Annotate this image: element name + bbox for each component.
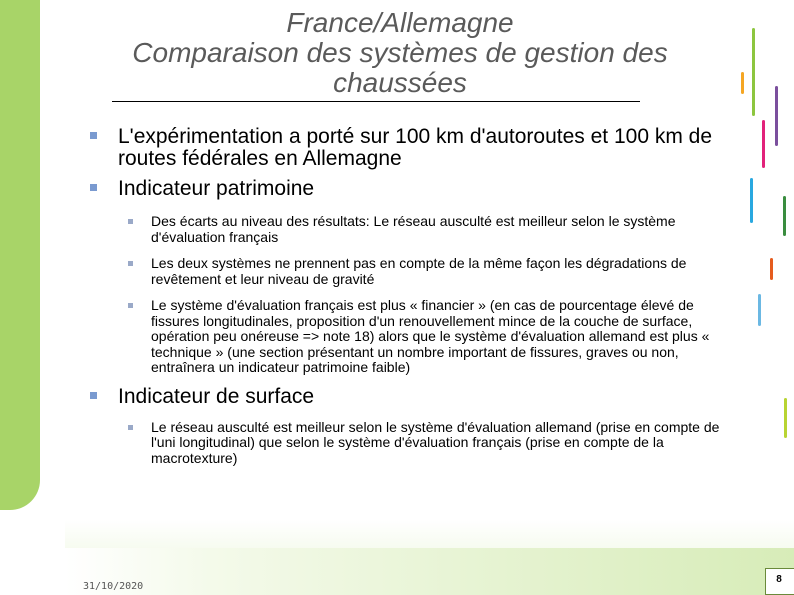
bottom-decorative-band [65, 548, 794, 595]
bullet-indicateur-patrimoine [88, 178, 738, 200]
sub-bullet-text: Le réseau ausculté est meilleur selon le système d'évaluation allemand (prise en compte de l'uni longitudinal) que selon le système d'évaluation français (prise en compte de la macrotexture) [151, 418, 720, 466]
bullet-text: Indicateur de surface [118, 384, 315, 408]
decorative-stripe [770, 258, 773, 280]
title-line-2: Comparaison des systèmes de gestion des [132, 37, 668, 68]
decorative-stripe [762, 120, 765, 168]
bullet-text: L'expérimentation a porté sur 100 km d'autoroutes et 100 km de routes fédérales en Allemagne [118, 125, 713, 170]
sub-bullet-ecarts [88, 214, 738, 245]
decorative-stripe [750, 178, 753, 223]
left-decorative-band [0, 0, 40, 510]
sub-bullet-reseau-surface [88, 420, 738, 467]
bullet-marker [90, 184, 97, 191]
sub-bullet-text: Le système d'évaluation français est plus « financier » (en cas de pourcentage élevé de fissures longitudinales, proposition d'un renouvellement mince de la couche de surface, opération peu onéreuse => note 18) alors que le système d'évaluation allemand est plus « technique » (une section présentant un nombre important de fissures, graves ou non, entraînera un indicateur patrimoine faible) [151, 297, 710, 375]
bottom-fade [65, 520, 794, 550]
decorative-stripe [775, 86, 778, 146]
decorative-stripe [784, 398, 787, 438]
title-line-1: France/Allemagne [286, 7, 514, 38]
decorative-stripe [752, 28, 755, 116]
sub-bullet-marker [128, 261, 133, 266]
slide-title [60, 8, 740, 98]
sub-bullet-marker [128, 219, 133, 224]
sub-bullet-text: Des écarts au niveau des résultats: Le réseau ausculté est meilleur selon le système d'évaluation français [151, 213, 676, 245]
bullet-marker [90, 392, 97, 399]
title-underline [112, 101, 640, 102]
page-number: 8 [776, 574, 782, 585]
sub-bullet-marker [128, 425, 133, 430]
bullet-experimentation [88, 126, 738, 170]
sub-bullet-degradations [88, 256, 738, 287]
decorative-stripe [741, 72, 744, 94]
bullet-text: Indicateur patrimoine [118, 177, 315, 200]
bullet-indicateur-surface [88, 386, 738, 408]
bullet-marker [90, 132, 97, 139]
sub-bullet-text: Les deux systèmes ne prennent pas en compte de la même façon les dégradations de revêtement et leur niveau de gravité [151, 255, 687, 287]
decorative-stripe [783, 196, 786, 236]
title-line-3: chaussées [333, 67, 467, 98]
sub-bullet-marker [128, 303, 133, 308]
sub-bullet-systeme-francais [88, 298, 738, 376]
decorative-stripe [758, 294, 761, 326]
slide-content [88, 126, 738, 477]
footer-date: 31/10/2020 [83, 581, 144, 592]
